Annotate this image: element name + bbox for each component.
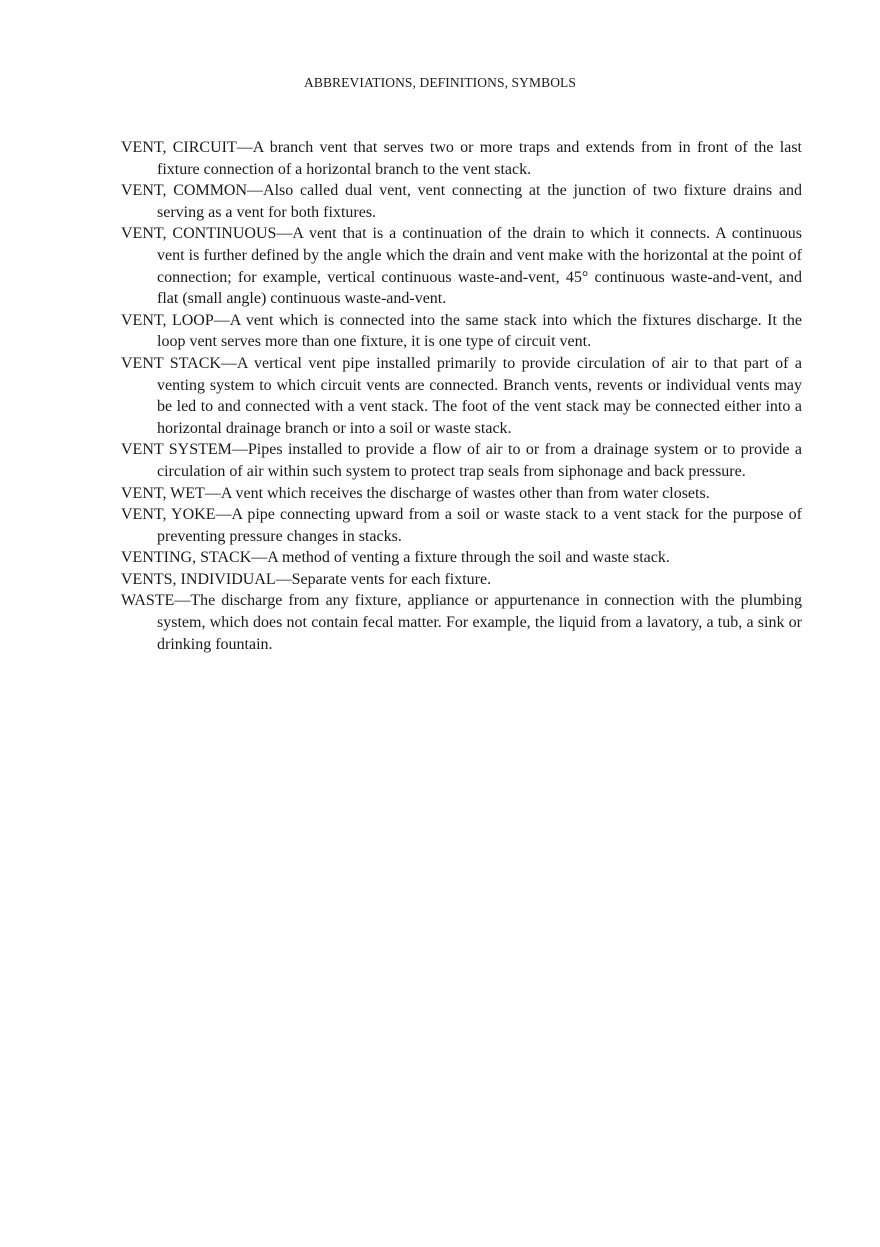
definition-entry: VENTS, INDIVIDUAL—Separate vents for each fixture. <box>121 570 492 588</box>
definition-entry: VENT STACK—A vertical vent pipe installed primarily to provide circulation of air to that part of a venting system to which circuit vents are connected. Branch vents, revents or individual vents may be led to and connected with a vent stack. The foot of the vent stack may be connected either into a horizontal drainage branch or into a soil or waste stack. <box>121 354 802 437</box>
definition-entry: VENTING, STACK—A method of venting a fixture through the soil and waste stack. <box>121 549 670 567</box>
running-head: ABBREVIATIONS, DEFINITIONS, SYMBOLS <box>303 75 577 90</box>
definition-entry: VENT, CONTINUOUS—A vent that is a continuation of the drain to which it connects. A continuous vent is further defined by the angle which the drain and vent make with the horizontal at the point of connection; for example, vertical continuous waste-and-vent, 45° continuous waste-and-vent, and flat (small angle) continuous waste-and-vent. <box>121 225 802 308</box>
definition-entry: VENT SYSTEM—Pipes installed to provide a flow of air to or from a drainage system or to provide a circulation of air within such system to protect trap seals from siphonage and back pressure. <box>121 441 802 480</box>
definition-entry: VENT, WET—A vent which receives the discharge of wastes other than from water closets. <box>121 484 710 502</box>
definition-entry: VENT, YOKE—A pipe connecting upward from a soil or waste stack to a vent stack for the purpose of preventing pressure changes in stacks. <box>121 506 802 545</box>
definition-entry: VENT, CIRCUIT—A branch vent that serves two or more traps and extends from in front of the last fixture connection of a horizontal branch to the vent stack. <box>121 139 802 178</box>
definition-entry: WASTE—The discharge from any fixture, appliance or appurtenance in connection with the plumbing system, which does not contain fecal matter. For example, the liquid from a lavatory, a tub, a sink or drinking fountain. <box>121 592 802 653</box>
definition-entry: VENT, COMMON—Also called dual vent, vent connecting at the junction of two fixture drains and serving as a vent for both fixtures. <box>121 182 802 221</box>
definition-list <box>121 137 802 655</box>
definition-entry: VENT, LOOP—A vent which is connected into the same stack into which the fixtures discharge. It the loop vent serves more than one fixture, it is one type of circuit vent. <box>121 311 802 351</box>
